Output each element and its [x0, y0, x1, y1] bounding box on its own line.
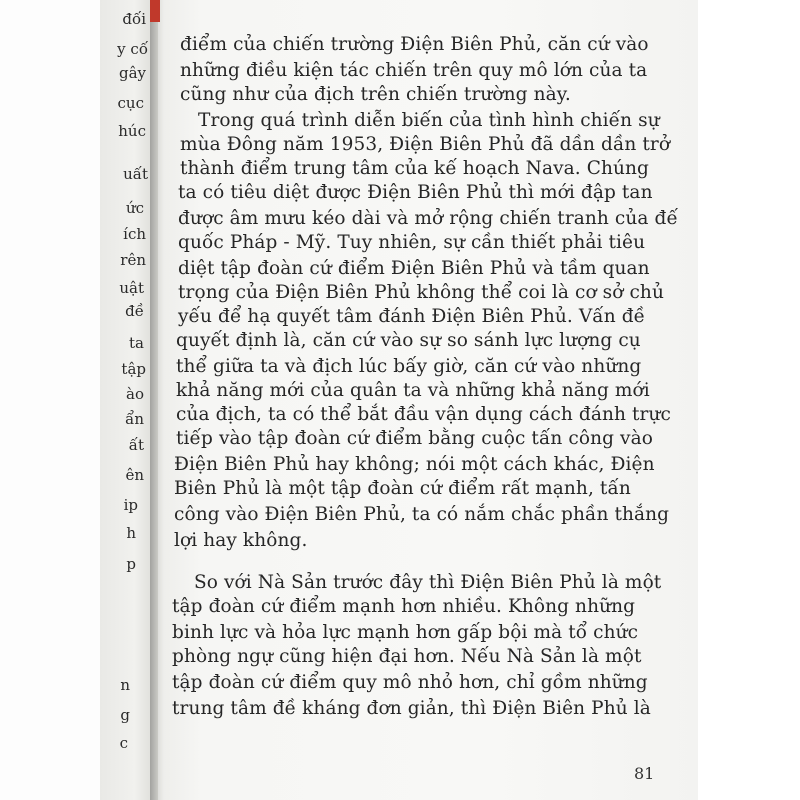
text-line: thể giữa ta và địch lúc bấy giờ, căn cứ vào những	[176, 356, 642, 377]
left-page-fragment: rên	[120, 251, 146, 269]
text-line: trọng của Điện Biên Phủ không thể coi là cơ sở chủ	[178, 282, 664, 303]
left-page-fragment: tập	[121, 360, 146, 378]
left-page-fragment: y cố	[117, 40, 148, 58]
left-page-fragment: uất	[123, 165, 148, 183]
text-line: khả năng mới của quân ta và những khả năng mới	[176, 380, 650, 401]
text-line: công vào Điện Biên Phủ, ta có nắm chắc phần thắng	[174, 504, 670, 525]
left-page-fragment: uật	[119, 279, 144, 297]
text-line: diệt tập đoàn cứ điểm Điện Biên Phủ và tầm quan	[178, 258, 650, 279]
text-line: Trong quá trình diễn biến của tình hình chiến sự	[198, 110, 660, 131]
text-line: tập đoàn cứ điểm mạnh hơn nhiều. Không những	[172, 596, 636, 617]
text-line: Điện Biên Phủ hay không; nói một cách khác, Điện	[174, 454, 655, 475]
text-line: phòng ngự cũng hiện đại hơn. Nếu Nà Sản là một	[172, 646, 642, 667]
left-page-fragment: đối	[122, 10, 146, 28]
left-page-fragment: n	[120, 676, 130, 694]
book-gutter	[150, 0, 164, 800]
text-line: mùa Đông năm 1953, Điện Biên Phủ đã dần dần trở	[180, 134, 671, 155]
left-page-fragment: ip	[123, 496, 138, 514]
left-page-fragment: húc	[118, 122, 146, 140]
left-page-fragment: ất	[128, 436, 144, 454]
text-line: được âm mưu kéo dài và mở rộng chiến tranh của đế	[178, 208, 678, 229]
text-line: yếu để hạ quyết tâm đánh Điện Biên Phủ. Vấn đề	[178, 306, 646, 327]
left-page-fragment: đề	[125, 302, 144, 320]
text-line: điểm của chiến trường Điện Biên Phủ, căn cứ vào	[180, 34, 649, 55]
text-line: trung tâm đề kháng đơn giản, thì Điện Biên Phủ là	[172, 698, 651, 719]
red-cover-edge	[150, 0, 160, 22]
left-page-fragment: g	[120, 706, 130, 724]
left-page-fragment: p	[126, 555, 136, 573]
text-line: ta có tiêu diệt được Điện Biên Phủ thì mới đập tan	[178, 182, 653, 203]
left-page-fragment: ích	[123, 225, 146, 243]
left-page-fragment: ức	[125, 199, 144, 217]
left-page-fragment: cục	[117, 94, 144, 112]
text-line: của địch, ta có thể bắt đầu vận dụng cách đánh trực	[176, 404, 671, 425]
left-page-fragment: h	[126, 524, 136, 542]
background-margin	[698, 0, 800, 800]
left-page-fragment: ên	[125, 466, 144, 484]
page-number: 81	[634, 764, 655, 783]
text-line: So với Nà Sản trước đây thì Điện Biên Phủ là một	[194, 572, 662, 593]
left-page-fragment: ta	[129, 334, 144, 352]
text-line: binh lực và hỏa lực mạnh hơn gấp bội mà tổ chức	[172, 622, 639, 643]
left-page-fragment: gây	[118, 64, 146, 82]
left-page-fragment: ào	[126, 385, 144, 403]
text-line: tập đoàn cứ điểm quy mô nhỏ hơn, chỉ gồm những	[172, 672, 648, 693]
text-line: quốc Pháp - Mỹ. Tuy nhiên, sự cần thiết phải tiêu	[178, 232, 646, 253]
text-line: những điều kiện tác chiến trên quy mô lớn của ta	[180, 60, 648, 81]
text-line: quyết định là, căn cứ vào sự so sánh lực lượng cụ	[176, 330, 641, 351]
text-line: Biên Phủ là một tập đoàn cứ điểm rất mạnh, tấn	[174, 478, 631, 499]
left-page-fragment: c	[119, 734, 128, 752]
text-line: thành điểm trung tâm của kế hoạch Nava. Chúng	[180, 158, 649, 179]
text-line: cũng như của địch trên chiến trường này.	[180, 84, 571, 105]
text-line: lợi hay không.	[174, 530, 308, 551]
text-line: tiếp vào tập đoàn cứ điểm bằng cuộc tấn công vào	[176, 428, 653, 449]
left-page-fragment: ẩn	[125, 410, 144, 428]
